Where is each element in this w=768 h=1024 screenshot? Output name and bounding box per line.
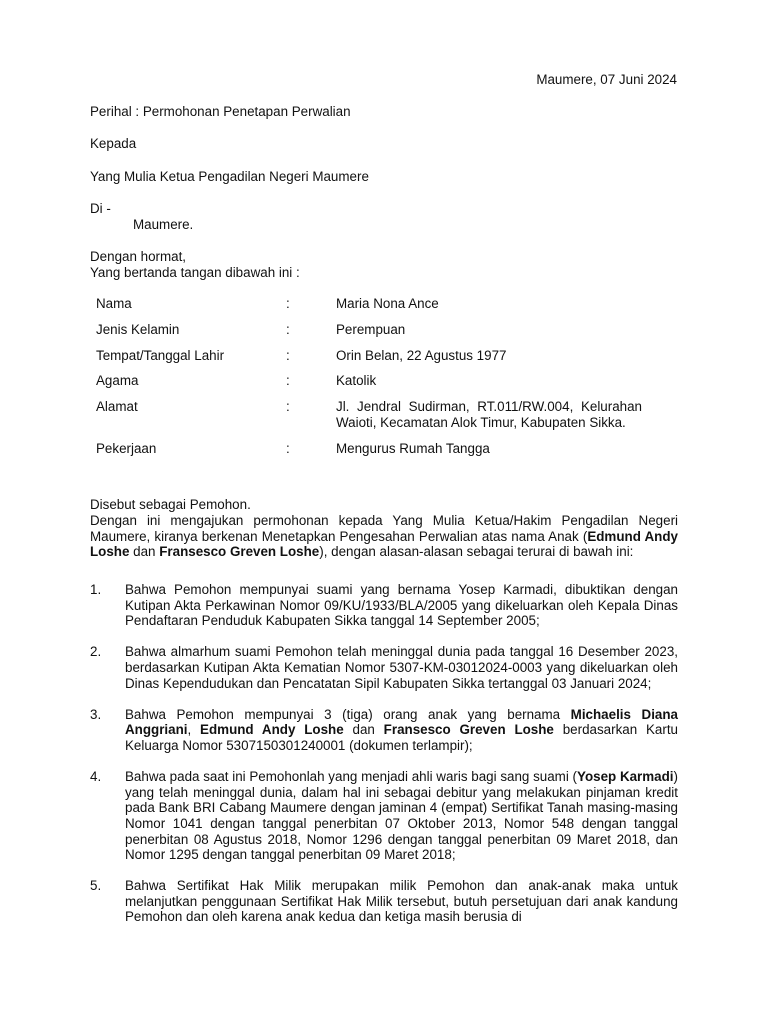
identity-value: Mengurus Rumah Tangga bbox=[336, 440, 490, 456]
request-text: dan bbox=[129, 544, 160, 560]
child-name: Michaelis Diana Anggriani bbox=[125, 706, 678, 738]
identity-row bbox=[90, 399, 650, 440]
greeting-line: Dengan hormat, bbox=[90, 249, 187, 264]
identity-colon: : bbox=[286, 296, 290, 311]
identity-colon: : bbox=[286, 321, 290, 337]
disebut-line: Disebut sebagai Pemohon. bbox=[90, 497, 251, 512]
identity-colon: : bbox=[286, 373, 290, 389]
di-line: Di - bbox=[90, 201, 111, 216]
child-name: Edmund Andy Loshe bbox=[90, 528, 678, 560]
list-text: Bahwa Sertifikat Hak Milik merupakan milik Pemohon dan anak-anak maka untuk melanjutkan penggunaan Sertifikat Hak Milik tersebut, butuh persetujuan dari anak kandung Pemohon dan oleh karena anak kedua dan ketiga masih berusia di bbox=[125, 878, 678, 925]
child-name: Edmund Andy Loshe bbox=[200, 722, 344, 738]
identity-label: Agama bbox=[96, 373, 139, 389]
list-number: 2. bbox=[90, 644, 102, 660]
list-number: 4. bbox=[90, 769, 102, 785]
list-item bbox=[90, 582, 678, 629]
subject-line: Perihal : Permohonan Penetapan Perwalian bbox=[90, 104, 351, 119]
list-text: , bbox=[187, 722, 201, 738]
identity-table bbox=[90, 296, 650, 466]
list-number: 5. bbox=[90, 878, 102, 894]
identity-value: Orin Belan, 22 Agustus 1977 bbox=[336, 347, 507, 363]
identity-value: Jl. Jendral Sudirman, RT.011/RW.004, Kelurahan Waioti, Kecamatan Alok Timur, Kabupaten Sikka. bbox=[336, 399, 642, 430]
identity-value: Maria Nona Ance bbox=[336, 296, 439, 311]
child-name: Fransesco Greven Loshe bbox=[383, 722, 554, 738]
husband-name: Yosep Karmadi bbox=[577, 769, 674, 785]
reasons-list bbox=[90, 582, 678, 941]
place-line: Maumere. bbox=[133, 217, 194, 232]
list-item bbox=[90, 644, 678, 691]
identity-row bbox=[90, 296, 650, 322]
identity-value: Perempuan bbox=[336, 321, 406, 337]
identity-colon: : bbox=[286, 440, 290, 456]
kepada-line: Kepada bbox=[90, 136, 137, 151]
identity-row bbox=[90, 441, 650, 467]
list-text: Bahwa Pemohon mempunyai 3 (tiga) orang anak yang bernama bbox=[125, 706, 571, 722]
identity-label: Jenis Kelamin bbox=[96, 321, 180, 337]
request-text: ), dengan alasan-alasan sebagai terurai di bawah ini: bbox=[319, 544, 634, 560]
identity-label: Nama bbox=[96, 296, 132, 311]
identity-label: Pekerjaan bbox=[96, 440, 157, 456]
identity-label: Alamat bbox=[96, 399, 138, 415]
list-text: dan bbox=[343, 722, 384, 738]
identity-value: Katolik bbox=[336, 373, 377, 389]
list-item bbox=[90, 769, 678, 863]
list-text: Bahwa pada saat ini Pemohonlah yang menjadi ahli waris bagi sang suami ( bbox=[125, 769, 578, 785]
identity-row bbox=[90, 348, 650, 374]
child-name: Fransesco Greven Loshe bbox=[159, 544, 320, 560]
recipient-line: Yang Mulia Ketua Pengadilan Negeri Maumere bbox=[90, 169, 369, 184]
list-item bbox=[90, 878, 678, 925]
list-text: Bahwa Pemohon mempunyai suami yang bernama Yosep Karmadi, dibuktikan dengan Kutipan Akta Perkawinan Nomor 09/KU/1933/BLA/2005 yang dikeluarkan oleh Kepala Dinas Pendaftaran Penduduk Kabupaten Sikka tanggal 14 September 2005; bbox=[125, 582, 678, 629]
identity-label: Tempat/Tanggal Lahir bbox=[96, 347, 225, 363]
list-number: 1. bbox=[90, 582, 102, 597]
list-text: ) yang telah meninggal dunia, dalam hal ini sebagai debitur yang melakukan pinjaman kredit pada Bank BRI Cabang Maumere dengan jaminan 4 (empat) Sertifikat Tanah masing-masing Nomor 1041 dengan tanggal penerbitan 07 Oktober 2013, Nomor 548 dengan tanggal penerbitan 08 Agustus 2018, Nomor 1296 dengan tanggal penerbitan 09 Maret 2018, dan Nomor 1295 dengan tanggal penerbitan 09 Maret 2018; bbox=[125, 769, 678, 863]
identity-row bbox=[90, 373, 650, 399]
request-text: Dengan ini mengajukan permohonan kepada Yang Mulia Ketua/Hakim Pengadilan Negeri Maumere, kiranya berkenan Menetapkan Pengesahan Perwalian atas nama Anak ( bbox=[90, 513, 678, 544]
letter-date: Maumere, 07 Juni 2024 bbox=[536, 72, 677, 87]
identity-colon: : bbox=[286, 347, 290, 363]
list-text: Bahwa almarhum suami Pemohon telah meninggal dunia pada tanggal 16 Desember 2023, berdasarkan Kutipan Akta Kematian Nomor 5307-KM-03012024-0003 yang dikeluarkan oleh Dinas Kependudukan dan Pencatatan Sipil Kabupaten Sikka tertanggal 03 Januari 2024; bbox=[125, 644, 678, 691]
list-number: 3. bbox=[90, 706, 102, 722]
list-item bbox=[90, 707, 678, 754]
request-paragraph bbox=[90, 513, 678, 560]
list-text: berdasarkan Kartu Keluarga Nomor 5307150301240001 (dokumen terlampir); bbox=[125, 722, 678, 753]
intro-line: Yang bertanda tangan dibawah ini : bbox=[90, 265, 300, 280]
identity-colon: : bbox=[286, 399, 290, 415]
identity-row bbox=[90, 322, 650, 348]
